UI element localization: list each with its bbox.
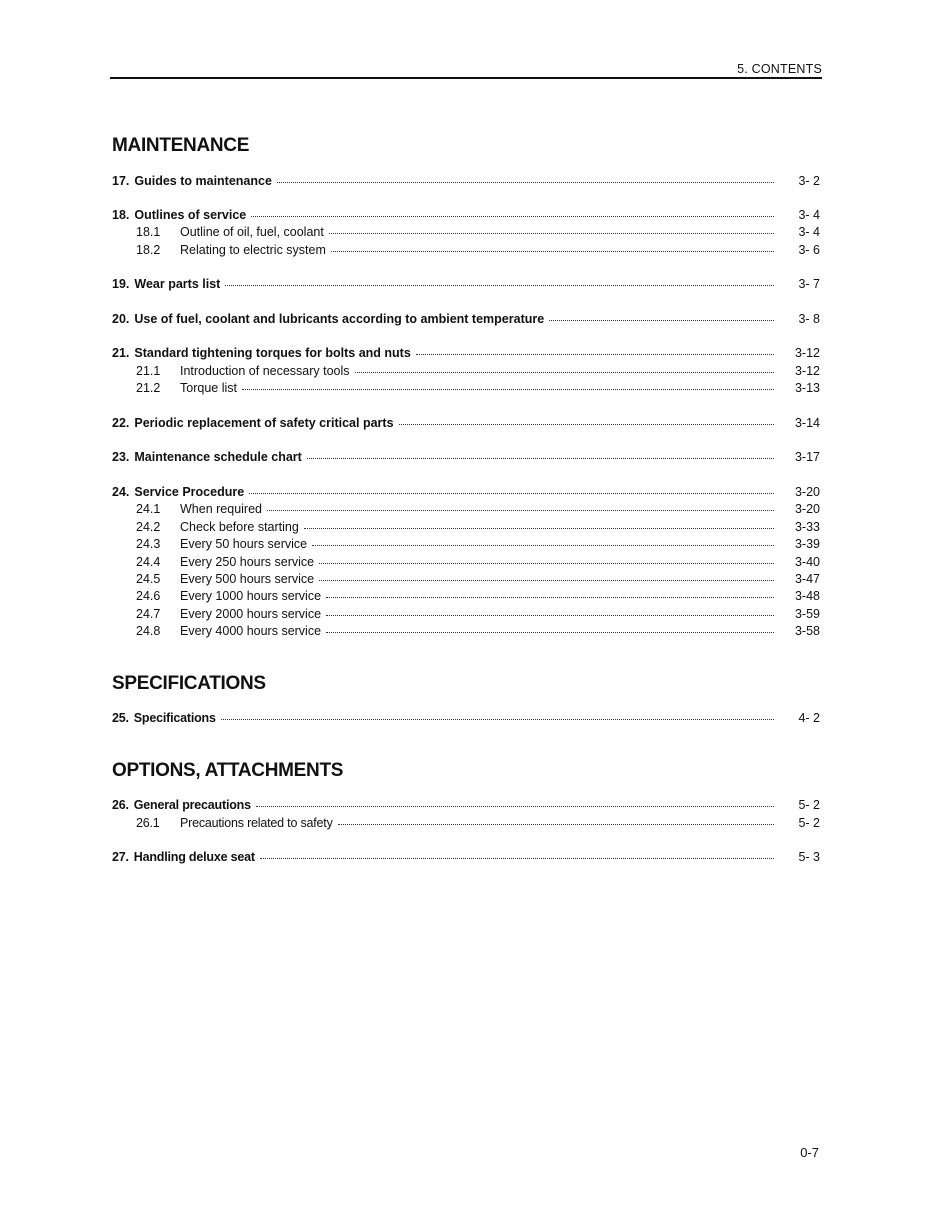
entry-number: 27. [112,850,129,864]
entry-number: 19. [112,277,130,291]
dot-leader [221,709,774,720]
dot-leader [326,587,774,598]
toc-entry[interactable] [112,850,820,867]
entry-label: Every 4000 hours service [180,624,322,638]
entry-page: 3-12 [794,364,820,378]
entry-number: 18.1 [136,225,161,239]
toc-subentry[interactable] [112,589,820,606]
toc-entry[interactable] [112,346,820,363]
entry-number: 24.6 [136,589,161,603]
entry-number: 21.1 [136,364,161,378]
entry-page: 5- 2 [798,798,820,812]
entry-label: Precautions related to safety [180,816,333,830]
header-title: 5. CONTENTS [737,62,822,76]
entry-number: 21.2 [136,381,161,395]
entry-page: 3-33 [794,520,820,534]
toc-entry[interactable] [112,277,820,294]
dot-leader [277,172,774,183]
entry-number: 18.2 [136,243,161,257]
dot-leader [331,241,774,252]
entry-page: 3-14 [794,416,820,430]
toc-subentry[interactable] [112,502,820,519]
entry-label: General precautions [133,798,251,812]
entry-number: 26.1 [136,816,160,830]
entry-label: Every 2000 hours service [180,607,322,621]
entry-page: 4- 2 [798,711,820,725]
entry-number: 24.7 [136,607,161,621]
entry-page: 3-58 [794,624,820,638]
entry-label: Service Procedure [134,485,245,499]
entry-page: 3-59 [794,607,820,621]
entry-label: Outlines of service [134,208,247,222]
entry-label: When required [180,502,262,516]
entry-number: 25. [112,711,129,725]
entry-number: 24. [112,485,130,499]
entry-label: Periodic replacement of safety critical parts [134,416,394,430]
entry-label: Check before starting [180,520,299,534]
header-rule [110,77,822,79]
entry-page: 3- 2 [798,174,820,188]
section-title-maintenance: MAINTENANCE [112,135,250,156]
dot-leader [304,518,774,529]
toc-subentry[interactable] [112,225,820,242]
page-header [110,62,822,80]
toc-entry[interactable] [112,450,820,467]
entry-label: Outline of oil, fuel, coolant [180,225,324,239]
section-title-specifications: SPECIFICATIONS [112,673,266,694]
dot-leader [307,448,774,459]
entry-label: Introduction of necessary tools [180,364,350,378]
entry-page: 3- 4 [798,225,820,239]
entry-number: 24.1 [136,502,161,516]
entry-number: 24.3 [136,537,161,551]
toc-subentry[interactable] [112,816,820,833]
entry-number: 24.2 [136,520,161,534]
dot-leader [256,796,774,807]
entry-label: Torque list [180,381,237,395]
toc-subentry[interactable] [112,624,820,641]
entry-label: Handling deluxe seat [133,850,255,864]
entry-page: 3-12 [794,346,820,360]
entry-page: 3-17 [794,450,820,464]
dot-leader [319,553,774,564]
dot-leader [329,223,774,234]
toc-subentry[interactable] [112,243,820,260]
page-number: 0-7 [800,1145,819,1160]
section-title-options-attachments: OPTIONS, ATTACHMENTS [112,760,344,781]
entry-page: 3-39 [794,537,820,551]
entry-number: 26. [112,798,129,812]
dot-leader [416,344,774,355]
entry-number: 21. [112,346,130,360]
dot-leader [319,570,774,581]
entry-number: 24.4 [136,555,161,569]
toc-entry[interactable] [112,174,820,191]
entry-label: Every 250 hours service [180,555,315,569]
entry-number: 23. [112,450,130,464]
toc-entry[interactable] [112,416,820,433]
entry-label: Use of fuel, coolant and lubricants according to ambient temperature [134,312,545,326]
entry-number: 20. [112,312,130,326]
toc-entry[interactable] [112,798,820,815]
entry-label: Maintenance schedule chart [134,450,302,464]
entry-label: Wear parts list [134,277,221,291]
toc-entry[interactable] [112,711,820,728]
dot-leader [251,206,774,217]
entry-page: 3-13 [794,381,820,395]
entry-label: Every 500 hours service [180,572,315,586]
toc-subentry[interactable] [112,537,820,554]
entry-number: 24.5 [136,572,161,586]
entry-page: 5- 2 [798,816,820,830]
entry-label: Standard tightening torques for bolts and nuts [134,346,411,360]
entry-label: Every 1000 hours service [180,589,322,603]
dot-leader [338,814,774,825]
entry-number: 22. [112,416,130,430]
entry-page: 3-48 [794,589,820,603]
entry-page: 3-47 [794,572,820,586]
toc-subentry[interactable] [112,381,820,398]
dot-leader [242,379,774,390]
entry-page: 3- 8 [798,312,820,326]
dot-leader [249,483,774,494]
dot-leader [549,310,774,321]
entry-label: Relating to electric system [180,243,326,257]
entry-page: 3- 6 [798,243,820,257]
dot-leader [355,362,774,373]
entry-number: 18. [112,208,130,222]
dot-leader [326,622,774,633]
entry-number: 24.8 [136,624,161,638]
entry-page: 5- 3 [798,850,820,864]
entry-label: Specifications [133,711,216,725]
dot-leader [312,535,774,546]
entry-label: Guides to maintenance [134,174,272,188]
entry-page: 3-20 [794,485,820,499]
entry-page: 3- 4 [798,208,820,222]
dot-leader [267,500,774,511]
dot-leader [326,605,774,616]
toc-entry[interactable] [112,312,820,329]
dot-leader [260,848,774,859]
dot-leader [225,275,774,286]
entry-label: Every 50 hours service [180,537,308,551]
entry-page: 3- 7 [798,277,820,291]
dot-leader [399,414,774,425]
entry-page: 3-20 [794,502,820,516]
entry-page: 3-40 [794,555,820,569]
entry-number: 17. [112,174,130,188]
